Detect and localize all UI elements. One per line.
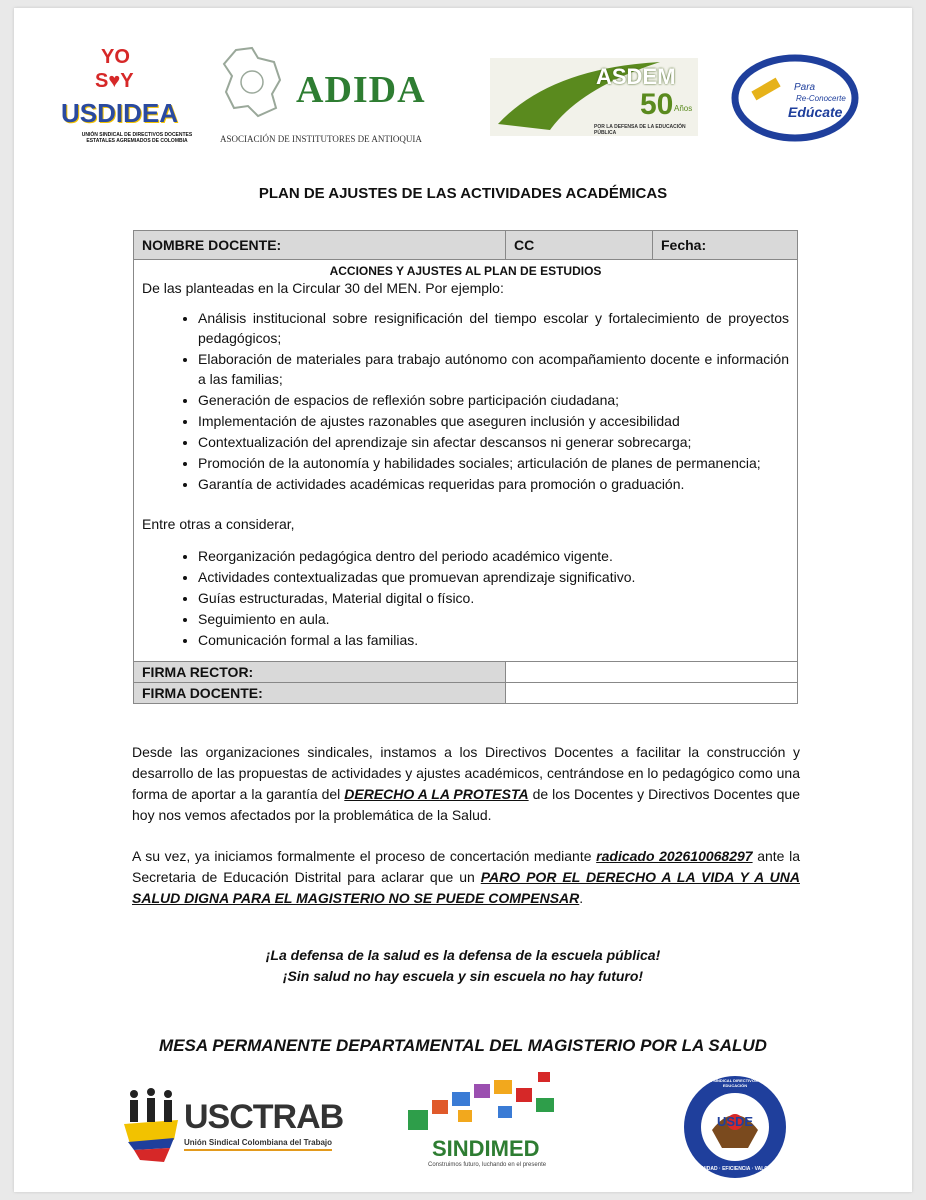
usctrab-name: USCTRAB [184, 1098, 344, 1136]
adida-name: ADIDA [296, 69, 426, 111]
sindimed-logo [398, 1070, 578, 1174]
usdidea-yo: YO [101, 46, 130, 68]
asdem-subtitle: POR LA DEFENSA DE LA EDUCACIÓN PÚBLICA [594, 124, 686, 136]
radicado-number: radicado 202610068297 [596, 848, 753, 864]
usdidea-logo [59, 44, 199, 154]
firma-docente-label: FIRMA DOCENTE: [134, 683, 506, 704]
firma-rector-label: FIRMA RECTOR: [134, 662, 506, 683]
usde-name: USDE [716, 1114, 754, 1129]
radicado-text-before: A su vez, ya iniciamos formalmente el proceso de concertación mediante [132, 848, 597, 864]
nombre-docente-cell[interactable]: NOMBRE DOCENTE: [134, 231, 506, 260]
paragraph-protesta [132, 742, 800, 826]
usdidea-soy: S♥Y [95, 70, 134, 92]
usctrab-people-flag-icon [120, 1084, 182, 1164]
asdem-anos: Años [674, 104, 693, 113]
intro-text: De las planteadas en la Circular 30 del MEN. Por ejemplo: [142, 280, 504, 296]
asdem-logo [490, 58, 698, 136]
firma-docente-row [134, 683, 798, 704]
usde-seal [682, 1074, 788, 1180]
educate-logo [730, 48, 860, 144]
protesta-emphasis: DERECHO A LA PROTESTA [344, 786, 529, 802]
slogan-line-1: ¡La defensa de la salud es la defensa de la escuela pública! [265, 947, 661, 963]
acciones-list [142, 308, 789, 494]
sindimed-name: SINDIMED [432, 1136, 540, 1161]
adida-subtitle: ASOCIACIÓN DE INSTITUTORES DE ANTIOQUIA [220, 134, 422, 144]
fecha-cell[interactable]: Fecha: [653, 231, 798, 260]
sindimed-mosaic-icon [398, 1070, 578, 1140]
list-item: • Garantía de actividades académicas requeridas para promoción o graduación. [198, 474, 789, 494]
firma-rector-field[interactable] [506, 662, 798, 683]
plan-table [133, 230, 798, 704]
usctrab-logo [120, 1080, 350, 1170]
asdem-name: ASDEM [596, 64, 676, 89]
list-item: • Comunicación formal a las familias. [198, 630, 789, 650]
acciones-cell [134, 260, 798, 662]
radicado-text-end: . [579, 890, 584, 906]
list-item: • Implementación de ajustes razonables que aseguren inclusión y accesibilidad [198, 411, 789, 431]
usde-motto: UNIDAD · EFICIENCIA · VALOR [698, 1166, 772, 1172]
usdidea-subtitle: UNIÓN SINDICAL DE DIRECTIVOS DOCENTES ESTATALES AGREMIADOS DE COLOMBIA [81, 132, 193, 144]
usdidea-name: USDIDEA [61, 98, 179, 128]
list-item: • Actividades contextualizadas que promuevan aprendizaje significativo. [198, 567, 789, 587]
firma-docente-field[interactable] [506, 683, 798, 704]
list-item: • Generación de espacios de reflexión sobre participación ciudadana; [198, 390, 789, 410]
usctrab-subtitle: Unión Sindical Colombiana del Trabajo [184, 1138, 332, 1151]
protesta-text-after: de los Docentes y Directivos Docentes que hoy nos vemos afectados por la problemática de la Salud. [132, 786, 801, 823]
protesta-text-before: Desde las organizaciones sindicales, instamos a los Directivos Docentes a facilitar la construcción y desarrollo de las propuestas de actividades y ajustes académicos, centrándose en lo pedagógico como una forma de aportar a la garantía del [132, 744, 800, 802]
document-title: PLAN DE AJUSTES DE LAS ACTIVIDADES ACADÉMICAS [258, 185, 668, 202]
asdem-years: 50 [640, 88, 674, 121]
sindimed-subtitle: Construimos futuro, luchando en el presente [428, 1162, 547, 1168]
document-page [14, 8, 912, 1192]
list-item: • Promoción de la autonomía y habilidades sociales; articulación de planes de permanencia; [198, 453, 789, 473]
antioquia-map-icon [218, 46, 288, 118]
cc-cell[interactable]: CC [506, 231, 653, 260]
otras-text: Entre otras a considerar, [142, 516, 295, 532]
list-item: • Contextualización del aprendizaje sin afectar descansos ni generar sobrecarga; [198, 432, 789, 452]
list-item: • Seguimiento en aula. [198, 609, 789, 629]
educate-para: Para [794, 82, 816, 93]
educate-reconocerte: Re-Conocerte [796, 94, 846, 103]
acciones-subtitle: ACCIONES Y AJUSTES AL PLAN DE ESTUDIOS [329, 264, 602, 278]
list-item: • Elaboración de materiales para trabajo autónomo con acompañamiento docente e información a las familias; [198, 349, 789, 389]
radicado-text-middle: ante la Secretaria de Educación Distrital para aclarar que un [132, 848, 800, 885]
list-item: • Reorganización pedagógica dentro del periodo académico vigente. [198, 546, 789, 566]
otras-list [142, 546, 789, 650]
paro-emphasis: PARO POR EL DERECHO A LA VIDA Y A UNA SALUD DIGNA PARA EL MAGISTERIO NO SE PUEDE COMPENSAR [132, 869, 800, 906]
paragraph-radicado [132, 846, 800, 909]
slogan-line-2: ¡Sin salud no hay escuela y sin escuela no hay futuro! [282, 968, 644, 984]
firma-rector-row [134, 662, 798, 683]
educate-word: Edúcate [788, 104, 843, 120]
list-item: • Análisis institucional sobre resignificación del tiempo escolar y fortalecimiento de proyectos pedagógicos; [198, 308, 789, 348]
mesa-heading: MESA PERMANENTE DEPARTAMENTAL DEL MAGISTERIO POR LA SALUD [159, 1036, 767, 1055]
adida-logo [216, 46, 436, 146]
usde-ring-text: UNIÓN SINDICAL DIRECTIVOS DE LA EDUCACIÓN [699, 1078, 771, 1088]
table-header-row [134, 231, 798, 260]
list-item: • Guías estructuradas, Material digital o físico. [198, 588, 789, 608]
